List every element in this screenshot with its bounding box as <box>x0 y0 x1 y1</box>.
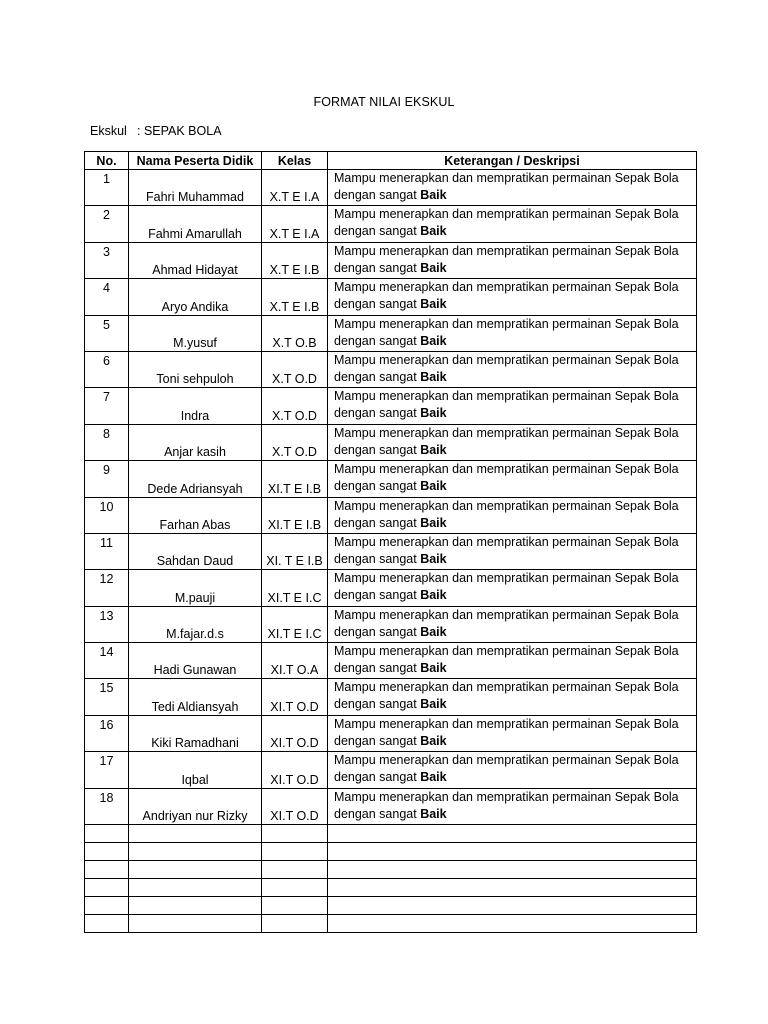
row-number: 8 <box>85 424 129 460</box>
empty-row <box>85 825 697 843</box>
description-text: Mampu menerapkan dan mempratikan permainan Sepak Bola dengan sangat <box>334 280 679 312</box>
description-grade: Baik <box>420 733 447 748</box>
description-grade: Baik <box>420 806 447 821</box>
description-text: Mampu menerapkan dan mempratikan permainan Sepak Bola dengan sangat <box>334 243 679 275</box>
description <box>328 497 697 533</box>
table-row <box>85 315 697 351</box>
row-number: 10 <box>85 497 129 533</box>
description <box>328 643 697 679</box>
student-class: XI.T O.A <box>262 643 328 679</box>
student-name: Iqbal <box>129 752 262 788</box>
student-name: Aryo Andika <box>129 279 262 315</box>
student-name: Andriyan nur Rizky <box>129 788 262 824</box>
table-row <box>85 606 697 642</box>
description-text: Mampu menerapkan dan mempratikan permainan Sepak Bola dengan sangat <box>334 207 679 239</box>
description-text: Mampu menerapkan dan mempratikan permainan Sepak Bola dengan sangat <box>334 644 679 676</box>
row-number: 4 <box>85 279 129 315</box>
row-number: 6 <box>85 351 129 387</box>
description-grade: Baik <box>420 697 447 712</box>
description <box>328 606 697 642</box>
table-row <box>85 206 697 242</box>
description-text: Mampu menerapkan dan mempratikan permainan Sepak Bola dengan sangat <box>334 498 679 530</box>
description-text: Mampu menerapkan dan mempratikan permainan Sepak Bola dengan sangat <box>334 389 679 421</box>
student-class: X.T E I.A <box>262 206 328 242</box>
description-text: Mampu menerapkan dan mempratikan permainan Sepak Bola dengan sangat <box>334 716 679 748</box>
student-class: XI. T E I.B <box>262 533 328 569</box>
student-name: Sahdan Daud <box>129 533 262 569</box>
student-name: Fahri Muhammad <box>129 170 262 206</box>
student-name: Kiki Ramadhani <box>129 715 262 751</box>
row-number: 18 <box>85 788 129 824</box>
student-name: Ahmad Hidayat <box>129 242 262 278</box>
description-grade: Baik <box>420 551 447 566</box>
table-row <box>85 533 697 569</box>
table-row <box>85 351 697 387</box>
student-class: XI.T O.D <box>262 788 328 824</box>
description <box>328 533 697 569</box>
table-row <box>85 279 697 315</box>
description-grade: Baik <box>420 260 447 275</box>
grades-table <box>84 151 697 933</box>
row-number: 17 <box>85 752 129 788</box>
row-number: 3 <box>85 242 129 278</box>
description-grade: Baik <box>420 479 447 494</box>
student-class: XI.T O.D <box>262 752 328 788</box>
description <box>328 351 697 387</box>
student-class: XI.T E I.B <box>262 461 328 497</box>
student-name: Fahmi Amarullah <box>129 206 262 242</box>
description-grade: Baik <box>420 661 447 676</box>
empty-row <box>85 861 697 879</box>
description-text: Mampu menerapkan dan mempratikan permainan Sepak Bola dengan sangat <box>334 680 679 712</box>
student-name: Dede Adriansyah <box>129 461 262 497</box>
student-name: Indra <box>129 388 262 424</box>
student-class: X.T O.B <box>262 315 328 351</box>
row-number: 14 <box>85 643 129 679</box>
student-class: XI.T E I.B <box>262 497 328 533</box>
student-class: X.T E I.B <box>262 242 328 278</box>
description-text: Mampu menerapkan dan mempratikan permainan Sepak Bola dengan sangat <box>334 171 679 202</box>
student-name: M.yusuf <box>129 315 262 351</box>
table-row <box>85 461 697 497</box>
description-grade: Baik <box>420 515 447 530</box>
student-class: X.T O.D <box>262 424 328 460</box>
description-grade: Baik <box>420 188 447 202</box>
table-header-row <box>85 152 697 170</box>
student-class: XI.T E I.C <box>262 606 328 642</box>
student-name: Hadi Gunawan <box>129 643 262 679</box>
student-class: XI.T O.D <box>262 679 328 715</box>
description <box>328 752 697 788</box>
table-row <box>85 388 697 424</box>
description-text: Mampu menerapkan dan mempratikan permainan Sepak Bola dengan sangat <box>334 352 679 384</box>
table-row <box>85 679 697 715</box>
description-text: Mampu menerapkan dan mempratikan permainan Sepak Bola dengan sangat <box>334 425 679 457</box>
row-number: 1 <box>85 170 129 206</box>
description <box>328 461 697 497</box>
ekskul-label: Ekskul <box>90 124 127 138</box>
student-name: Anjar kasih <box>129 424 262 460</box>
student-name: Tedi Aldiansyah <box>129 679 262 715</box>
description-grade: Baik <box>420 442 447 457</box>
description <box>328 170 697 206</box>
table-row <box>85 788 697 824</box>
row-number: 12 <box>85 570 129 606</box>
table-row <box>85 242 697 278</box>
description-text: Mampu menerapkan dan mempratikan permainan Sepak Bola dengan sangat <box>334 753 679 785</box>
student-name: M.pauji <box>129 570 262 606</box>
description <box>328 315 697 351</box>
ekskul-line <box>90 124 222 138</box>
ekskul-value: : SEPAK BOLA <box>137 124 222 138</box>
empty-row <box>85 843 697 861</box>
header-kelas: Kelas <box>262 152 328 170</box>
row-number: 2 <box>85 206 129 242</box>
description-text: Mampu menerapkan dan mempratikan permainan Sepak Bola dengan sangat <box>334 571 679 603</box>
table-row <box>85 643 697 679</box>
description <box>328 788 697 824</box>
table-row <box>85 752 697 788</box>
description-text: Mampu menerapkan dan mempratikan permainan Sepak Bola dengan sangat <box>334 462 679 494</box>
table-row <box>85 570 697 606</box>
description <box>328 679 697 715</box>
student-class: XI.T O.D <box>262 715 328 751</box>
student-name: M.fajar.d.s <box>129 606 262 642</box>
student-class: X.T O.D <box>262 388 328 424</box>
student-name: Farhan Abas <box>129 497 262 533</box>
description <box>328 279 697 315</box>
description-grade: Baik <box>420 588 447 603</box>
header-no: No. <box>85 152 129 170</box>
description <box>328 424 697 460</box>
row-number: 16 <box>85 715 129 751</box>
table-row <box>85 170 697 206</box>
description <box>328 570 697 606</box>
table-row <box>85 424 697 460</box>
description-grade: Baik <box>420 297 447 312</box>
description-grade: Baik <box>420 406 447 421</box>
document-title: FORMAT NILAI EKSKUL <box>313 95 455 109</box>
description-text: Mampu menerapkan dan mempratikan permainan Sepak Bola dengan sangat <box>334 316 679 348</box>
description-grade: Baik <box>420 624 447 639</box>
header-desc: Keterangan / Deskripsi <box>328 152 697 170</box>
student-name: Toni sehpuloh <box>129 351 262 387</box>
row-number: 7 <box>85 388 129 424</box>
student-class: X.T E I.A <box>262 170 328 206</box>
empty-row <box>85 897 697 915</box>
description-grade: Baik <box>420 770 447 785</box>
row-number: 11 <box>85 533 129 569</box>
description-grade: Baik <box>420 333 447 348</box>
description-grade: Baik <box>420 369 447 384</box>
description <box>328 206 697 242</box>
student-class: XI.T E I.C <box>262 570 328 606</box>
description-text: Mampu menerapkan dan mempratikan permainan Sepak Bola dengan sangat <box>334 789 679 821</box>
header-name: Nama Peserta Didik <box>129 152 262 170</box>
description-text: Mampu menerapkan dan mempratikan permainan Sepak Bola dengan sangat <box>334 607 679 639</box>
row-number: 13 <box>85 606 129 642</box>
empty-row <box>85 879 697 897</box>
row-number: 9 <box>85 461 129 497</box>
description <box>328 715 697 751</box>
description-text: Mampu menerapkan dan mempratikan permainan Sepak Bola dengan sangat <box>334 534 679 566</box>
student-class: X.T O.D <box>262 351 328 387</box>
description-grade: Baik <box>420 224 447 239</box>
table-row <box>85 715 697 751</box>
description <box>328 242 697 278</box>
description <box>328 388 697 424</box>
table-row <box>85 497 697 533</box>
row-number: 5 <box>85 315 129 351</box>
row-number: 15 <box>85 679 129 715</box>
empty-row <box>85 915 697 933</box>
table-body <box>85 170 697 933</box>
student-class: X.T E I.B <box>262 279 328 315</box>
